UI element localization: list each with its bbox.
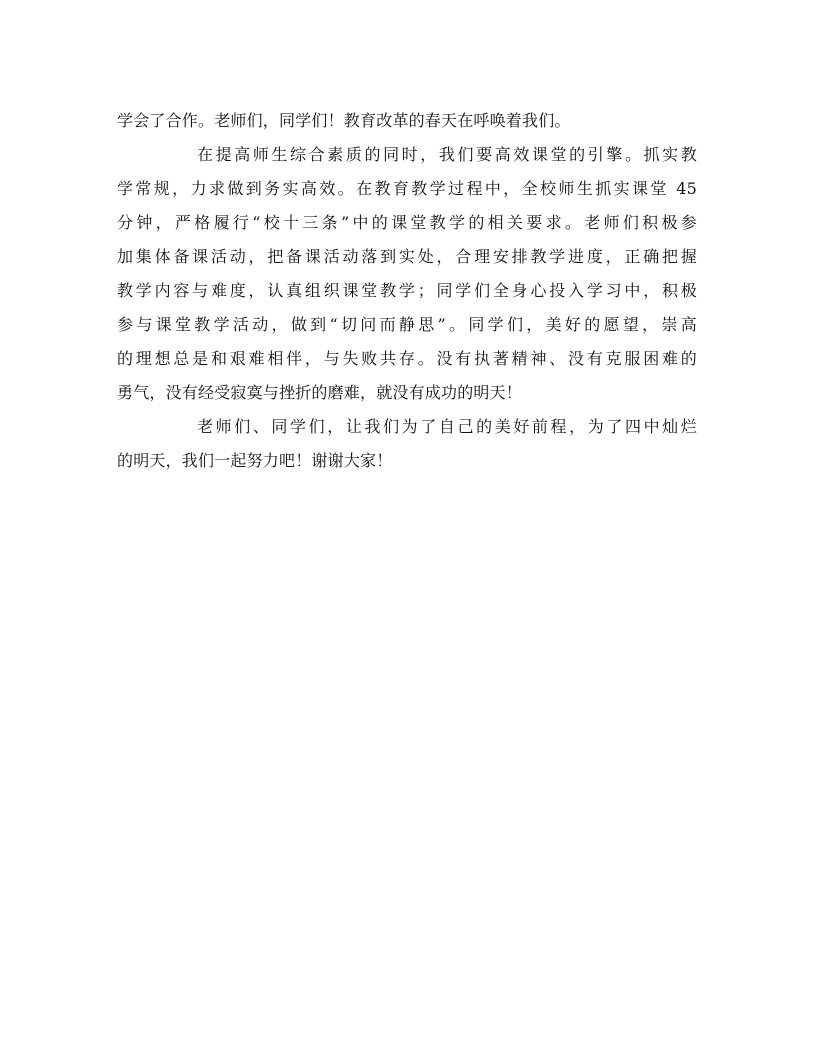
text-line: 加集体备课活动，把备课活动落到实处，合理安排教学进度，正确把握 <box>117 247 697 266</box>
document-body <box>117 104 697 478</box>
text-line: 勇气，没有经受寂寞与挫折的磨难，就没有成功的明天！ <box>117 383 523 402</box>
text-line: 的明天，我们一起努力吧！谢谢大家！ <box>117 451 393 470</box>
paragraph-1 <box>117 104 697 138</box>
text-line: 老师们、同学们，让我们为了自己的美好前程，为了四中灿烂 <box>197 417 697 436</box>
text-line: 学会了合作。老师们，同学们！教育改革的春天在呼唤着我们。 <box>117 111 571 130</box>
text-line: 参与课堂教学活动，做到“切问而静思”。同学们，美好的愿望，崇高 <box>117 315 697 334</box>
paragraph-2 <box>117 138 697 410</box>
paragraph-3 <box>117 410 697 478</box>
text-line: 的理想总是和艰难相伴，与失败共存。没有执著精神、没有克服困难的 <box>117 349 697 368</box>
text-line: 学常规，力求做到务实高效。在教育教学过程中，全校师生抓实课堂 45 <box>117 179 697 198</box>
text-line: 在提高师生综合素质的同时，我们要高效课堂的引擎。抓实教 <box>197 145 697 164</box>
text-line: 分钟，严格履行“校十三条”中的课堂教学的相关要求。老师们积极参 <box>117 213 697 232</box>
text-line: 教学内容与难度，认真组织课堂教学；同学们全身心投入学习中，积极 <box>117 281 697 300</box>
